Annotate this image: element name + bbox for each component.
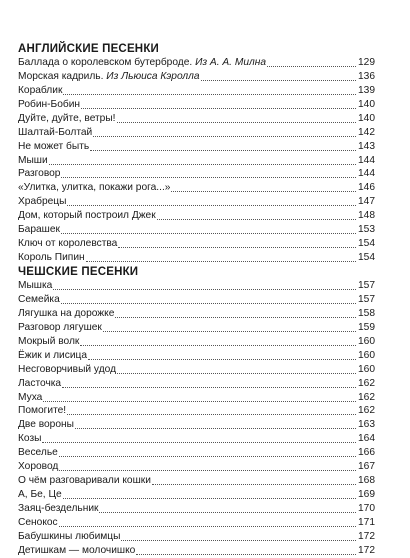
dot-leader <box>61 177 356 178</box>
entry-title-text: Баллада о королевском бутерброде. <box>18 56 196 68</box>
toc-entry-title <box>18 126 92 140</box>
dot-leader <box>62 387 356 388</box>
page-number: 153 <box>358 224 375 236</box>
dot-leader <box>80 345 356 346</box>
dot-leader <box>117 122 356 123</box>
toc-entry <box>18 377 375 391</box>
toc-entry <box>18 140 375 154</box>
page-number: 157 <box>358 293 375 305</box>
toc-entry <box>18 307 375 321</box>
toc-entry <box>18 168 375 182</box>
entry-title-text: Храбрецы <box>18 196 67 208</box>
entry-title-text: Ёжик и лисица <box>18 349 88 361</box>
section-title: ЧЕШСКИЕ ПЕСЕНКИ <box>18 266 139 279</box>
entry-title-text: Мышка <box>18 280 53 292</box>
page-number: 136 <box>358 70 375 82</box>
entry-title-text: Хоровод <box>18 461 59 473</box>
toc-section-czech <box>18 265 375 558</box>
toc-entry-title <box>18 84 62 98</box>
toc-entry-title <box>18 474 151 488</box>
dot-leader <box>63 498 356 499</box>
dot-leader <box>81 108 356 109</box>
page-number: 160 <box>358 363 375 375</box>
toc-entry <box>18 391 375 405</box>
toc-entry-title <box>18 98 80 112</box>
entry-title-text: О чём разговаривали кошки <box>18 475 151 487</box>
toc-entry-title <box>18 363 116 377</box>
entry-title-text: А, Бе, Це <box>18 489 62 501</box>
page-number: 172 <box>358 544 375 556</box>
toc-entry-title <box>18 418 74 432</box>
page-number: 163 <box>358 419 375 431</box>
toc-entry-title <box>18 488 62 502</box>
entry-title-text: Детишкам — молочишко <box>18 544 136 556</box>
dot-leader <box>63 94 356 95</box>
page-number: 158 <box>358 307 375 319</box>
toc-entry-title <box>18 460 58 474</box>
toc-entry-title <box>18 223 60 237</box>
toc-entry <box>18 321 375 335</box>
page-number: 143 <box>358 140 375 152</box>
entry-title-text: Сенокос <box>18 516 58 528</box>
toc-entry <box>18 112 375 126</box>
entry-title-text: Дуйте, дуйте, ветры! <box>18 112 116 124</box>
entry-title-text: Несговорчивый удод <box>18 363 117 375</box>
toc-list <box>18 279 375 558</box>
toc-entry-title <box>18 251 85 265</box>
toc-entry <box>18 446 375 460</box>
page-number: 162 <box>358 405 375 417</box>
page-number: 159 <box>358 321 375 333</box>
toc-entry <box>18 279 375 293</box>
dot-leader <box>157 219 356 220</box>
page-number: 157 <box>358 280 375 292</box>
page-number: 129 <box>358 56 375 68</box>
entry-title-text: Ключ от королевства <box>18 238 118 250</box>
dot-leader <box>117 373 356 374</box>
page-number: 164 <box>358 433 375 445</box>
dot-leader <box>115 317 356 318</box>
toc-entry-title <box>18 391 42 405</box>
entry-title-text: Помогите! <box>18 405 67 417</box>
dot-leader <box>59 470 356 471</box>
page-number: 168 <box>358 475 375 487</box>
entry-title-text: Бабушкины любимцы <box>18 530 121 542</box>
toc-entry <box>18 460 375 474</box>
toc-entry-title <box>18 530 120 544</box>
dot-leader <box>136 554 356 555</box>
page-number: 146 <box>358 182 375 194</box>
entry-title-text: Не может быть <box>18 140 90 152</box>
toc-entry-title <box>18 195 66 209</box>
dot-leader <box>59 456 356 457</box>
entry-title-text: Две вороны <box>18 419 74 431</box>
entry-title-text: Кораблик <box>18 84 63 96</box>
page-number: 169 <box>358 489 375 501</box>
toc-entry-title <box>18 516 58 530</box>
toc-entry-title <box>18 181 170 195</box>
dot-leader <box>93 136 356 137</box>
toc-entry <box>18 488 375 502</box>
entry-title-text: Семейка <box>18 293 60 305</box>
toc-entry <box>18 126 375 140</box>
entry-title-text: Муха <box>18 391 43 403</box>
toc-entry <box>18 405 375 419</box>
page-number: 166 <box>358 447 375 459</box>
dot-leader <box>75 428 356 429</box>
page-number: 139 <box>358 84 375 96</box>
page-number: 148 <box>358 210 375 222</box>
toc-entry-title <box>18 167 60 181</box>
toc-entry-title <box>18 321 102 335</box>
toc-entry <box>18 516 375 530</box>
dot-leader <box>121 540 356 541</box>
entry-title-text: Король Пипин <box>18 252 85 264</box>
entry-title-text: Дом, который построил Джек <box>18 210 156 222</box>
toc-section-english <box>18 42 375 265</box>
entry-title-text: Мыши <box>18 154 48 166</box>
page-number: 154 <box>358 238 375 250</box>
entry-title-text: Ласточка <box>18 377 62 389</box>
toc-entry <box>18 502 375 516</box>
page-number: 142 <box>358 126 375 138</box>
toc-list <box>18 56 375 265</box>
toc-entry <box>18 349 375 363</box>
toc-entry <box>18 223 375 237</box>
toc-entry-title <box>18 446 58 460</box>
dot-leader <box>152 484 356 485</box>
entry-title-text: Мокрый волк <box>18 335 80 347</box>
toc-entry-title <box>18 377 61 391</box>
toc-entry-title <box>18 112 116 126</box>
toc-entry <box>18 237 375 251</box>
dot-leader <box>86 261 356 262</box>
dot-leader <box>42 442 356 443</box>
dot-leader <box>49 164 356 165</box>
toc-entry <box>18 56 375 70</box>
entry-title-text: Заяц-бездельник <box>18 503 99 515</box>
page-number: 162 <box>358 391 375 403</box>
section-title: АНГЛИЙСКИЕ ПЕСЕНКИ <box>18 43 159 55</box>
dot-leader <box>267 66 356 67</box>
entry-title-text: Морская кадриль. <box>18 70 107 82</box>
toc-entry-title <box>18 237 117 251</box>
dot-leader <box>61 233 356 234</box>
toc-entry-title <box>18 70 200 84</box>
toc-entry <box>18 293 375 307</box>
dot-leader <box>201 80 356 81</box>
page-number: 167 <box>358 461 375 473</box>
toc-entry <box>18 98 375 112</box>
toc-entry <box>18 251 375 265</box>
page-number: 160 <box>358 349 375 361</box>
page-number: 144 <box>358 168 375 180</box>
toc-entry-title <box>18 307 114 321</box>
toc-entry <box>18 84 375 98</box>
page-number: 170 <box>358 503 375 515</box>
dot-leader <box>118 247 356 248</box>
entry-title-text: Разговор <box>18 168 61 180</box>
toc-entry-title <box>18 140 89 154</box>
page-number: 144 <box>358 154 375 166</box>
toc-entry-title <box>18 279 52 293</box>
dot-leader <box>43 401 356 402</box>
toc-entry <box>18 363 375 377</box>
toc-entry <box>18 195 375 209</box>
toc-entry <box>18 418 375 432</box>
dot-leader <box>67 205 356 206</box>
dot-leader <box>88 359 356 360</box>
entry-title-text: «Улитка, улитка, покажи рога...» <box>18 182 171 194</box>
page-number: 172 <box>358 530 375 542</box>
entry-author: Из А. А. Милна <box>195 56 266 68</box>
page-number: 140 <box>358 98 375 110</box>
dot-leader <box>61 303 356 304</box>
toc-entry-title <box>18 56 266 70</box>
toc-entry <box>18 181 375 195</box>
toc-entry-title <box>18 209 156 223</box>
entry-title-text: Барашек <box>18 224 60 236</box>
page-number: 160 <box>358 335 375 347</box>
dot-leader <box>53 289 356 290</box>
toc-entry-title <box>18 154 48 168</box>
page-number: 154 <box>358 252 375 264</box>
dot-leader <box>171 191 356 192</box>
toc-entry-title <box>18 432 41 446</box>
toc-entry <box>18 335 375 349</box>
toc-entry <box>18 154 375 168</box>
entry-title-text: Робин-Бобин <box>18 98 81 110</box>
dot-leader <box>67 414 356 415</box>
toc-entry-title <box>18 349 87 363</box>
page-number: 140 <box>358 112 375 124</box>
dot-leader <box>103 331 356 332</box>
toc-entry-title <box>18 293 60 307</box>
toc-entry <box>18 209 375 223</box>
toc-entry <box>18 70 375 84</box>
entry-title-text: Шалтай-Болтай <box>18 126 93 138</box>
dot-leader <box>59 526 356 527</box>
page-number: 147 <box>358 196 375 208</box>
toc-entry <box>18 544 375 558</box>
entry-title-text: Козы <box>18 433 42 445</box>
dot-leader <box>99 512 356 513</box>
toc-entry-title <box>18 335 79 349</box>
toc-entry <box>18 474 375 488</box>
toc-entry-title <box>18 502 98 516</box>
table-of-contents <box>18 42 375 558</box>
page-number: 162 <box>358 377 375 389</box>
entry-author: Из Льюиса Кэролла <box>106 70 200 82</box>
entry-title-text: Лягушка на дорожке <box>18 307 115 319</box>
entry-title-text: Разговор лягушек <box>18 321 102 333</box>
toc-entry-title <box>18 544 135 558</box>
entry-title-text: Веселье <box>18 447 58 459</box>
toc-entry <box>18 530 375 544</box>
dot-leader <box>90 150 356 151</box>
page-number: 171 <box>358 516 375 528</box>
toc-entry-title <box>18 404 66 418</box>
toc-entry <box>18 432 375 446</box>
